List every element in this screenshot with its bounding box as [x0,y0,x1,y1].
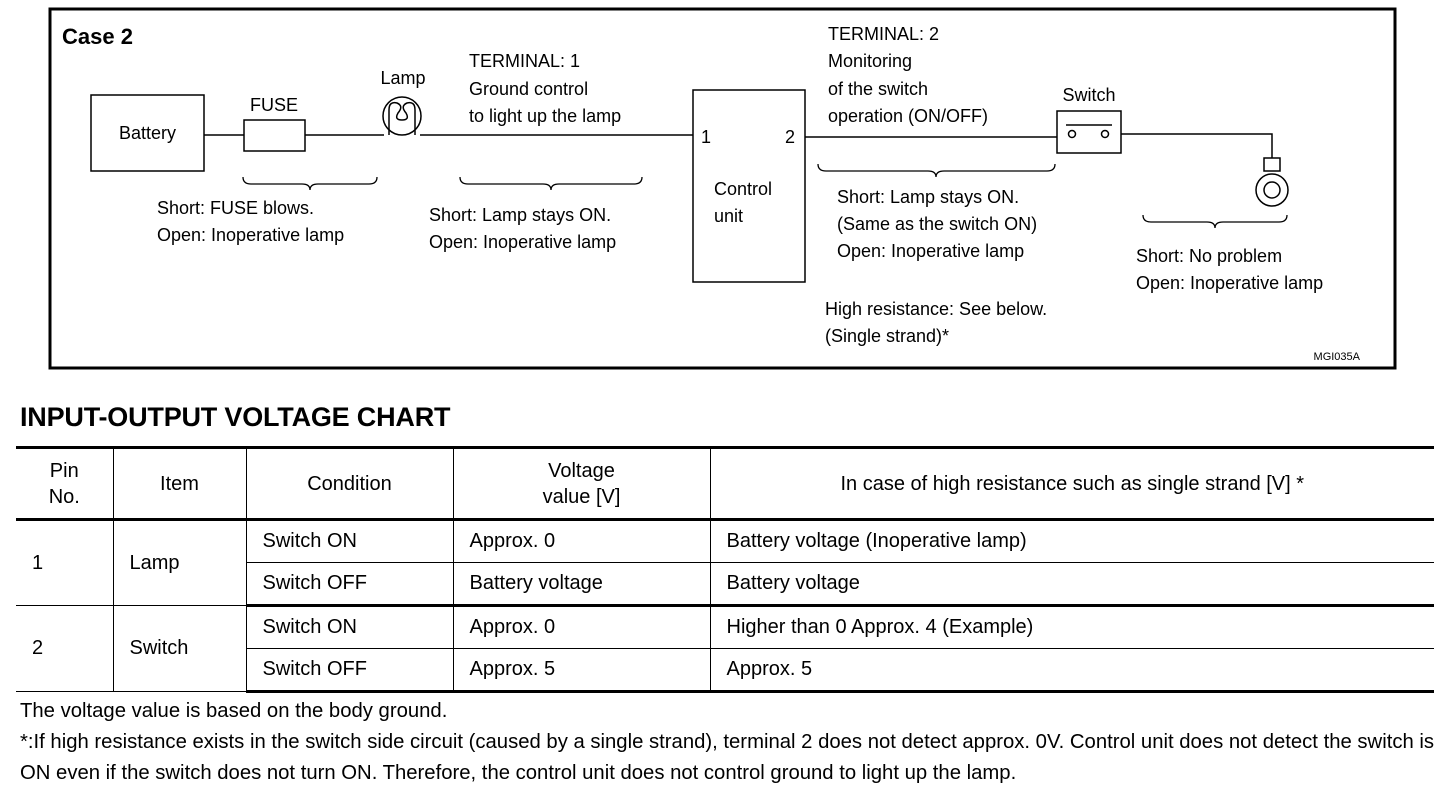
table-header-row [16,448,1434,520]
header-item: Item [113,448,246,520]
note-ground-short: Short: No problem [1136,246,1283,266]
note-high-res: High resistance: See below. [825,299,1048,319]
brace-ground [1143,215,1287,228]
brace-terminal2 [818,164,1055,177]
voltage-table [16,446,1434,693]
note-t1-short: Short: Lamp stays ON. [429,205,612,225]
cell-condition: Switch OFF [246,563,453,606]
cell-high-res: Higher than 0 Approx. 4 (Example) [710,606,1434,649]
cell-voltage: Approx. 5 [453,649,710,692]
footnote-high-resistance: *:If high resistance exists in the switch side circuit (caused by a single strand), terminal 2 does not detect approx. 0V. Control unit does not detect the switch is ON even if the switch does not turn ON. Therefore, the control unit does not control ground to light up the lamp. [20,731,1435,784]
cell-high-res: Battery voltage [710,563,1434,606]
table-row [16,520,1434,563]
switch-label: Switch [1062,85,1116,105]
table-row [16,606,1434,649]
cell-high-res: Approx. 5 [710,649,1434,692]
terminal1-desc-line1: Ground control [469,79,589,99]
note-t1-open: Open: Inoperative lamp [429,232,617,252]
ground-icon [1256,158,1288,206]
terminal1-title: TERMINAL: 1 [469,51,581,71]
note-t2-same: (Same as the switch ON) [837,214,1038,234]
cell-item: Switch [113,606,246,692]
terminal2-desc-line1: Monitoring [828,51,913,71]
terminal2-title: TERMINAL: 2 [828,24,940,44]
note-single-strand: (Single strand)* [825,326,950,346]
note-t2-open: Open: Inoperative lamp [837,241,1025,261]
cell-voltage: Approx. 0 [453,606,710,649]
cell-voltage: Battery voltage [453,563,710,606]
lamp-icon [383,97,421,135]
footnotes [20,696,1440,789]
fuse-label: FUSE [249,95,299,115]
cell-pin: 1 [16,520,113,606]
brace-terminal1 [460,177,642,190]
terminal2-desc-line2: of the switch [828,79,929,99]
cell-condition: Switch ON [246,606,453,649]
wire-switch-ground [1121,134,1272,158]
note-fuse-short: Short: FUSE blows. [157,198,315,218]
fuse-symbol [244,120,305,151]
terminal2-desc-line3: operation (ON/OFF) [828,106,989,126]
case-label: Case 2 [62,24,133,49]
cell-voltage: Approx. 0 [453,520,710,563]
terminal1-desc-line2: to light up the lamp [469,106,622,126]
control-unit-label-line2: unit [714,206,744,226]
battery-label: Battery [118,123,177,143]
header-voltage: Voltage value [V] [453,448,710,520]
cell-condition: Switch ON [246,520,453,563]
control-unit-label-line1: Control [714,179,773,199]
cell-pin: 2 [16,606,113,692]
header-pin: Pin No. [16,448,113,520]
cell-high-res: Battery voltage (Inoperative lamp) [710,520,1434,563]
switch-icon [1057,111,1121,153]
figure-code: MGI035A [1313,351,1360,363]
note-fuse-open: Open: Inoperative lamp [157,225,345,245]
header-condition: Condition [246,448,453,520]
cell-condition: Switch OFF [246,649,453,692]
header-high-res: In case of high resistance such as single strand [V] * [710,448,1434,520]
chart-title: INPUT-OUTPUT VOLTAGE CHART [20,402,451,432]
note-t2-short: Short: Lamp stays ON. [837,187,1020,207]
circuit-diagram [0,0,1456,380]
brace-fuse [243,177,377,190]
cell-item: Lamp [113,520,246,606]
lamp-label: Lamp [380,68,426,88]
note-ground-open: Open: Inoperative lamp [1136,273,1324,293]
control-unit-pin2: 2 [785,127,796,147]
footnote-body-ground: The voltage value is based on the body ground. [20,700,448,722]
control-unit-pin1: 1 [701,127,712,147]
